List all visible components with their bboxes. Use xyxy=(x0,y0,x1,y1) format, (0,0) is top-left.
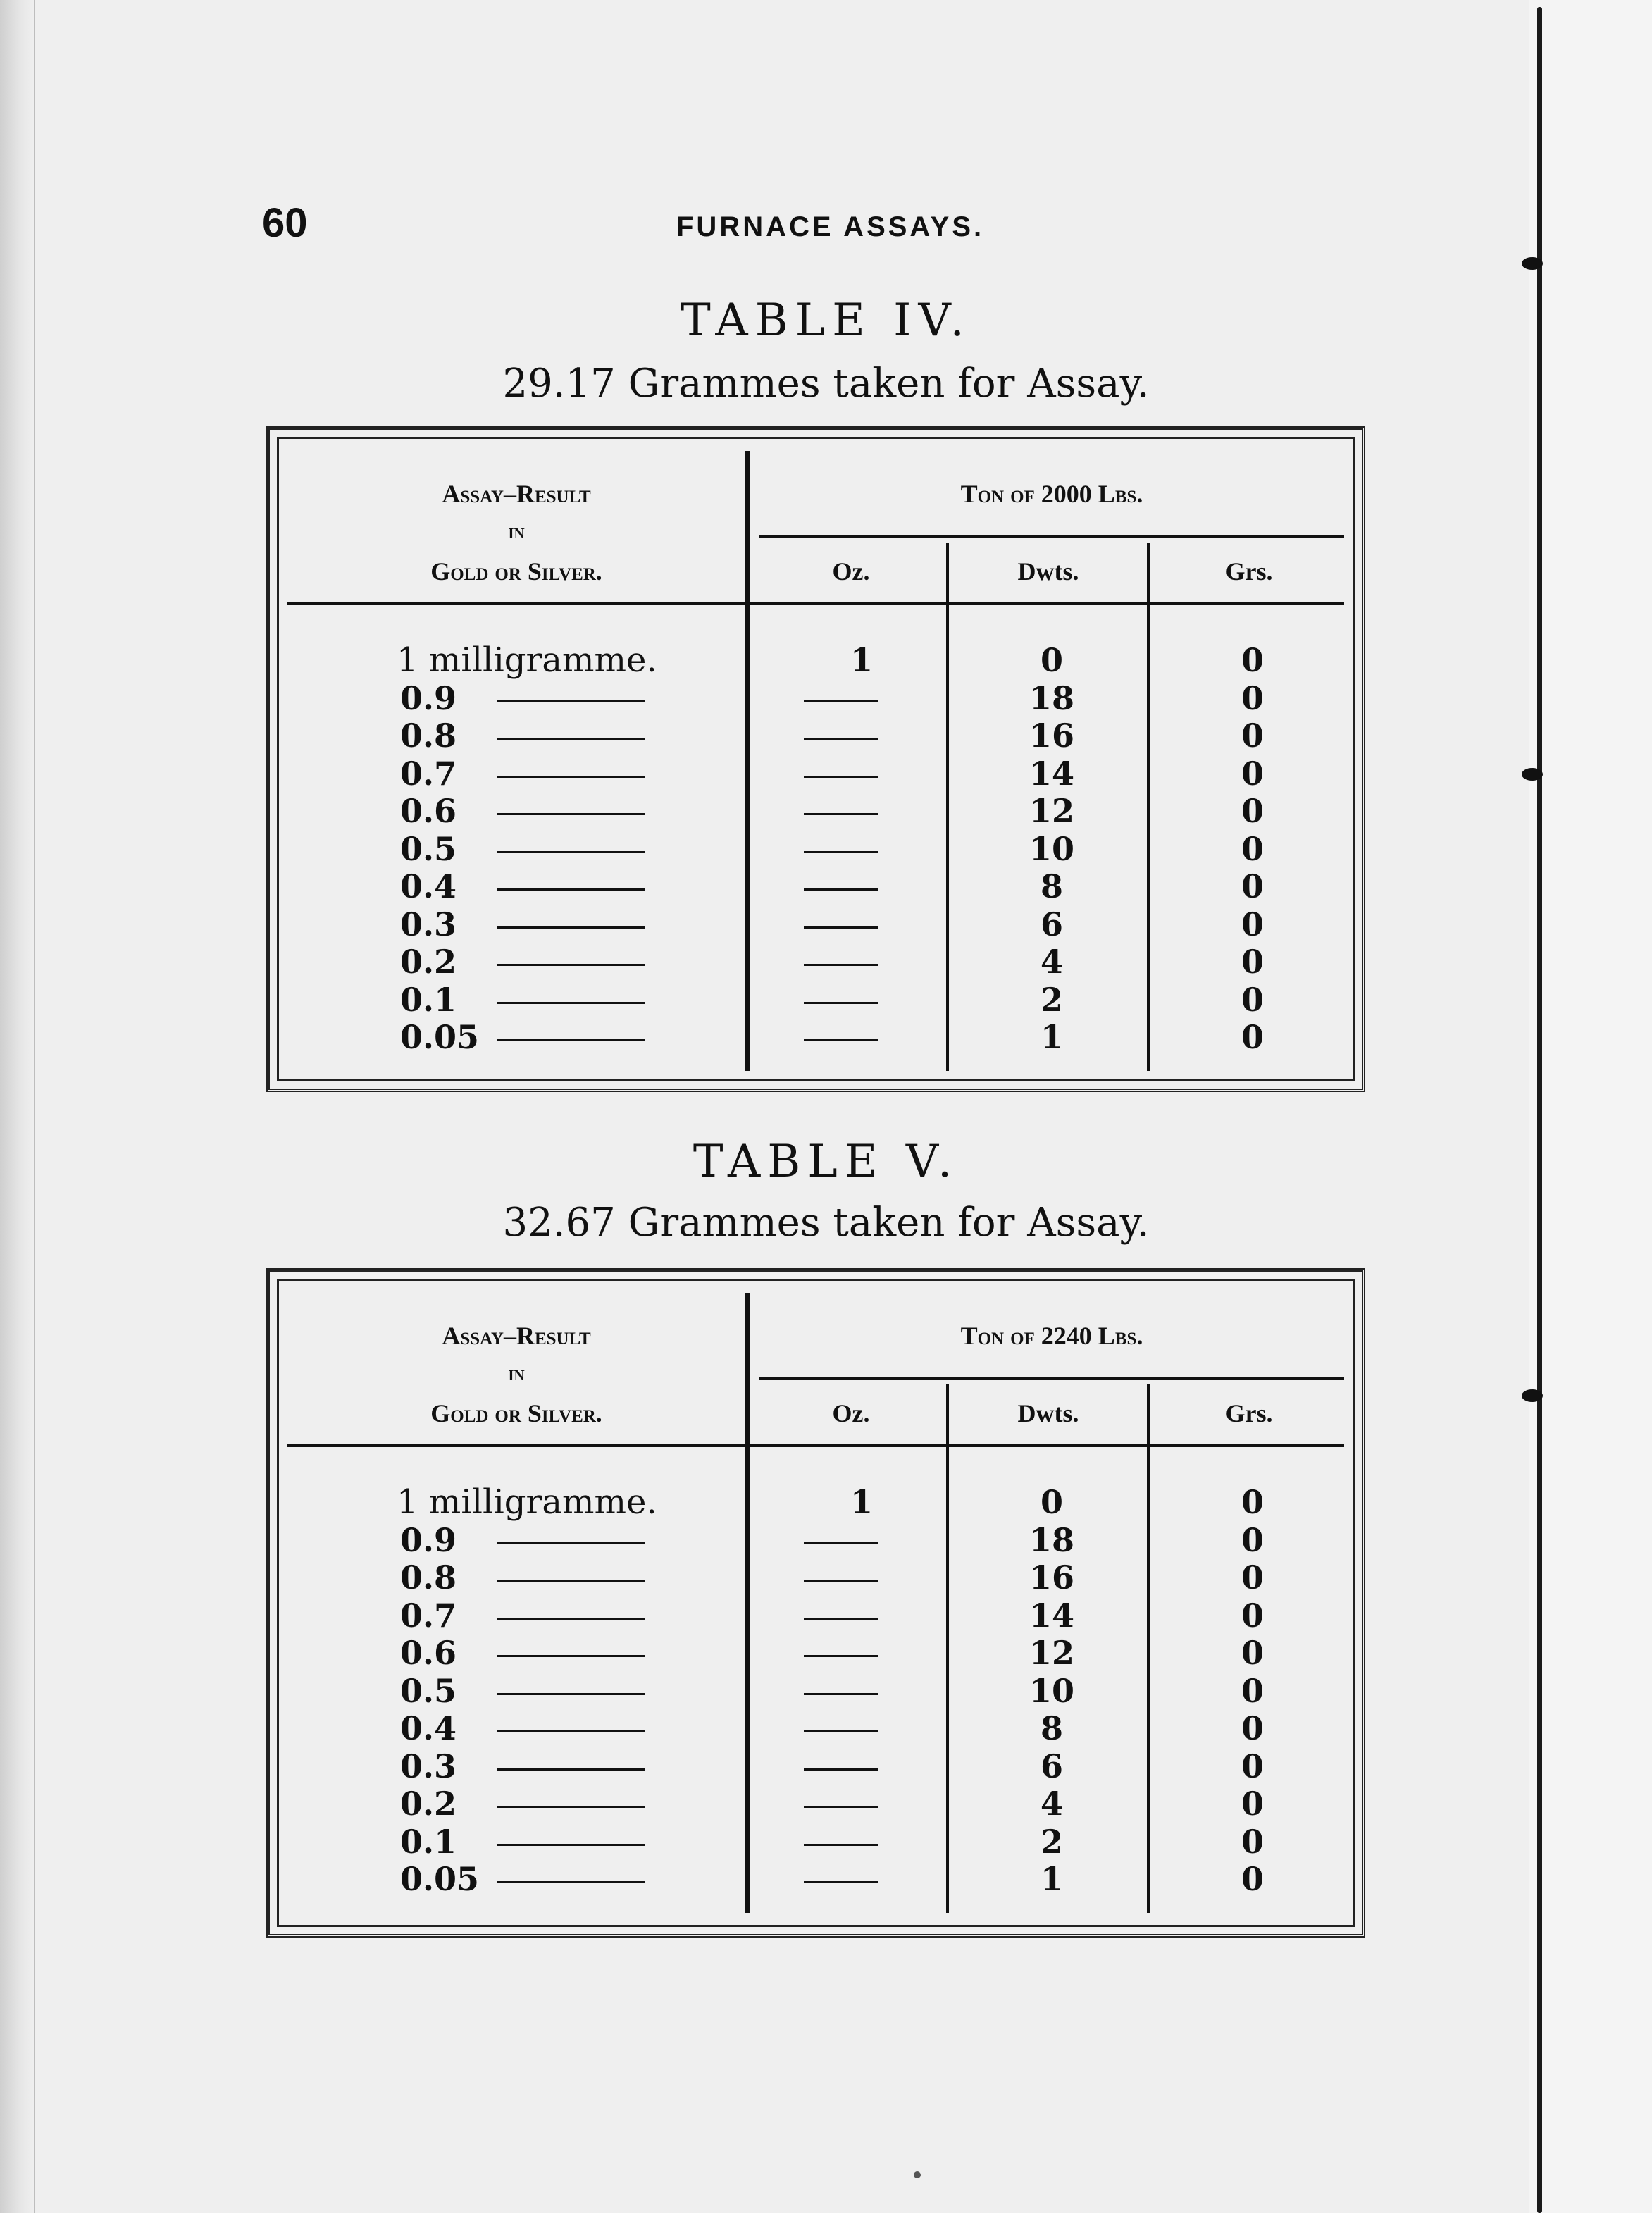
ditto-rule xyxy=(497,851,645,853)
assay-result-value: 0.5 xyxy=(400,1671,457,1710)
assay-result-value: 0.2 xyxy=(400,943,457,981)
assay-result-value: 0.8 xyxy=(400,717,457,755)
table-subtitle: 32.67 Grammes taken for Assay. xyxy=(502,1200,1150,1246)
ditto-rule xyxy=(804,700,878,702)
assay-result-value: 0.4 xyxy=(400,867,457,905)
assay-result-header: Assay–Result xyxy=(442,1322,591,1350)
grs-value: 0 xyxy=(1241,1018,1264,1056)
header-rule xyxy=(287,602,1344,605)
header-rule xyxy=(287,1444,1344,1447)
ton-header: Ton of 2240 Lbs. xyxy=(960,1322,1143,1350)
assay-result-value: 0.7 xyxy=(400,754,457,793)
assay-result-value: 0.05 xyxy=(400,1018,480,1056)
ditto-rule xyxy=(804,964,878,966)
grs-value: 0 xyxy=(1241,754,1264,793)
assay-result-value: 0.1 xyxy=(400,1822,457,1861)
binding-knot xyxy=(1522,1389,1543,1402)
dwts-header: Dwts. xyxy=(1017,557,1079,585)
assay-result-header-in: in xyxy=(508,520,525,543)
ditto-rule xyxy=(804,1730,878,1732)
ditto-rule xyxy=(497,1618,645,1620)
dwts-value: 1 xyxy=(1040,1860,1063,1898)
ditto-rule xyxy=(804,776,878,778)
oz-value: 1 xyxy=(850,1483,873,1521)
dwts-value: 14 xyxy=(1029,754,1074,793)
grs-value: 0 xyxy=(1241,717,1264,755)
header-rule xyxy=(759,535,1344,538)
ditto-rule xyxy=(497,926,645,929)
grs-value: 0 xyxy=(1241,905,1264,943)
table-row xyxy=(270,981,1369,1019)
table-row xyxy=(270,1521,1369,1559)
binding-knot xyxy=(1522,257,1543,270)
table-title: TABLE V. xyxy=(693,1136,959,1188)
table-row xyxy=(270,867,1369,905)
ditto-rule xyxy=(804,1768,878,1771)
assay-result-value: 0.05 xyxy=(400,1860,480,1898)
ditto-rule xyxy=(804,1693,878,1695)
table-row xyxy=(270,717,1369,755)
dwts-value: 2 xyxy=(1040,1822,1063,1861)
oz-header: Oz. xyxy=(832,557,870,585)
grs-value: 0 xyxy=(1241,943,1264,981)
grs-value: 0 xyxy=(1241,1822,1264,1861)
ditto-rule xyxy=(497,1542,645,1544)
ditto-rule xyxy=(804,1881,878,1883)
assay-result-value: 0.5 xyxy=(400,829,457,868)
assay-result-value: 0.8 xyxy=(400,1558,457,1597)
assay-result-value: 0.9 xyxy=(400,678,457,717)
dwts-value: 4 xyxy=(1040,1785,1063,1823)
assay-result-value: 0.2 xyxy=(400,1785,457,1823)
table-row xyxy=(270,1747,1369,1785)
assay-result-value: 1 milligramme. xyxy=(397,1482,657,1522)
ditto-rule xyxy=(804,1580,878,1582)
grs-value: 0 xyxy=(1241,980,1264,1019)
table-title: TABLE IV. xyxy=(681,295,971,347)
ditto-rule xyxy=(497,776,645,778)
ditto-rule xyxy=(497,1002,645,1004)
dwts-value: 16 xyxy=(1029,1558,1074,1597)
ditto-rule xyxy=(804,1542,878,1544)
ditto-rule xyxy=(804,1806,878,1808)
grs-header: Grs. xyxy=(1225,1399,1273,1427)
assay-result-value: 0.1 xyxy=(400,980,457,1019)
oz-header: Oz. xyxy=(832,1399,870,1427)
ton-header: Ton of 2000 Lbs. xyxy=(960,480,1143,508)
assay-table xyxy=(266,1268,1365,1938)
ditto-rule xyxy=(497,888,645,891)
dwts-value: 2 xyxy=(1040,980,1063,1019)
ditto-rule xyxy=(804,926,878,929)
ditto-rule xyxy=(804,738,878,740)
grs-value: 0 xyxy=(1241,867,1264,905)
dwts-value: 16 xyxy=(1029,717,1074,755)
dwts-value: 1 xyxy=(1040,1018,1063,1056)
table-row xyxy=(270,1860,1369,1898)
ditto-rule xyxy=(804,1002,878,1004)
assay-result-header: Assay–Result xyxy=(442,480,591,508)
page-number: 60 xyxy=(262,200,308,246)
dwts-value: 8 xyxy=(1040,867,1063,905)
ditto-rule xyxy=(804,851,878,853)
table-row xyxy=(270,1018,1369,1056)
assay-result-header-metal: Gold or Silver. xyxy=(430,557,602,585)
ditto-rule xyxy=(497,700,645,702)
dwts-value: 4 xyxy=(1040,943,1063,981)
ditto-rule xyxy=(497,1693,645,1695)
ditto-rule xyxy=(804,888,878,891)
ditto-rule xyxy=(804,813,878,815)
page-speck xyxy=(914,2171,921,2178)
ditto-rule xyxy=(497,813,645,815)
table-row xyxy=(270,1672,1369,1710)
dwts-value: 14 xyxy=(1029,1596,1074,1635)
assay-result-value: 0.9 xyxy=(400,1520,457,1559)
dwts-value: 18 xyxy=(1029,1520,1074,1559)
table-row xyxy=(270,679,1369,717)
ditto-rule xyxy=(497,1580,645,1582)
ditto-rule xyxy=(497,1039,645,1041)
ditto-rule xyxy=(497,964,645,966)
assay-result-value: 0.3 xyxy=(400,905,457,943)
running-head: FURNACE ASSAYS. xyxy=(676,211,985,242)
dwts-value: 12 xyxy=(1029,1634,1074,1672)
assay-result-value: 0.3 xyxy=(400,1747,457,1785)
table-row xyxy=(270,943,1369,981)
grs-value: 0 xyxy=(1241,1671,1264,1710)
ditto-rule xyxy=(497,1881,645,1883)
oz-value: 1 xyxy=(850,641,873,679)
table-row xyxy=(270,1634,1369,1672)
assay-table xyxy=(266,426,1365,1092)
assay-result-value: 1 milligramme. xyxy=(397,640,657,680)
table-row xyxy=(270,1558,1369,1597)
grs-value: 0 xyxy=(1241,678,1264,717)
table-row xyxy=(270,830,1369,868)
dwts-value: 10 xyxy=(1029,829,1074,868)
ditto-rule xyxy=(497,1655,645,1657)
grs-value: 0 xyxy=(1241,1596,1264,1635)
grs-value: 0 xyxy=(1241,1558,1264,1597)
table-row xyxy=(270,905,1369,943)
grs-value: 0 xyxy=(1241,1634,1264,1672)
table-row xyxy=(270,1709,1369,1747)
table-row xyxy=(270,1823,1369,1861)
dwts-value: 6 xyxy=(1040,905,1063,943)
binding-knot xyxy=(1522,768,1543,781)
assay-result-header-in: in xyxy=(508,1362,525,1385)
grs-value: 0 xyxy=(1241,1785,1264,1823)
ditto-rule xyxy=(497,1730,645,1732)
dwts-value: 18 xyxy=(1029,678,1074,717)
ditto-rule xyxy=(804,1039,878,1041)
table-row xyxy=(270,641,1369,679)
table-row xyxy=(270,755,1369,793)
assay-result-value: 0.4 xyxy=(400,1709,457,1747)
ditto-rule xyxy=(497,738,645,740)
table-row xyxy=(270,1785,1369,1823)
assay-result-header-metal: Gold or Silver. xyxy=(430,1399,602,1427)
header-rule xyxy=(759,1377,1344,1380)
table-row xyxy=(270,1483,1369,1521)
ditto-rule xyxy=(497,1768,645,1771)
ditto-rule xyxy=(497,1844,645,1846)
grs-value: 0 xyxy=(1241,1520,1264,1559)
assay-result-value: 0.7 xyxy=(400,1596,457,1635)
dwts-header: Dwts. xyxy=(1017,1399,1079,1427)
grs-value: 0 xyxy=(1241,1709,1264,1747)
ditto-rule xyxy=(804,1655,878,1657)
ditto-rule xyxy=(804,1844,878,1846)
table-row xyxy=(270,1597,1369,1635)
dwts-value: 0 xyxy=(1040,1483,1063,1521)
dwts-value: 10 xyxy=(1029,1671,1074,1710)
grs-value: 0 xyxy=(1241,792,1264,830)
dwts-value: 0 xyxy=(1040,641,1063,679)
grs-value: 0 xyxy=(1241,1747,1264,1785)
ditto-rule xyxy=(497,1806,645,1808)
table-row xyxy=(270,792,1369,830)
grs-value: 0 xyxy=(1241,1483,1264,1521)
dwts-value: 8 xyxy=(1040,1709,1063,1747)
dwts-value: 12 xyxy=(1029,792,1074,830)
assay-result-value: 0.6 xyxy=(400,1634,457,1672)
table-subtitle: 29.17 Grammes taken for Assay. xyxy=(502,361,1150,407)
assay-result-value: 0.6 xyxy=(400,792,457,830)
grs-value: 0 xyxy=(1241,829,1264,868)
dwts-value: 6 xyxy=(1040,1747,1063,1785)
ditto-rule xyxy=(804,1618,878,1620)
grs-value: 0 xyxy=(1241,1860,1264,1898)
grs-header: Grs. xyxy=(1225,557,1273,585)
grs-value: 0 xyxy=(1241,641,1264,679)
